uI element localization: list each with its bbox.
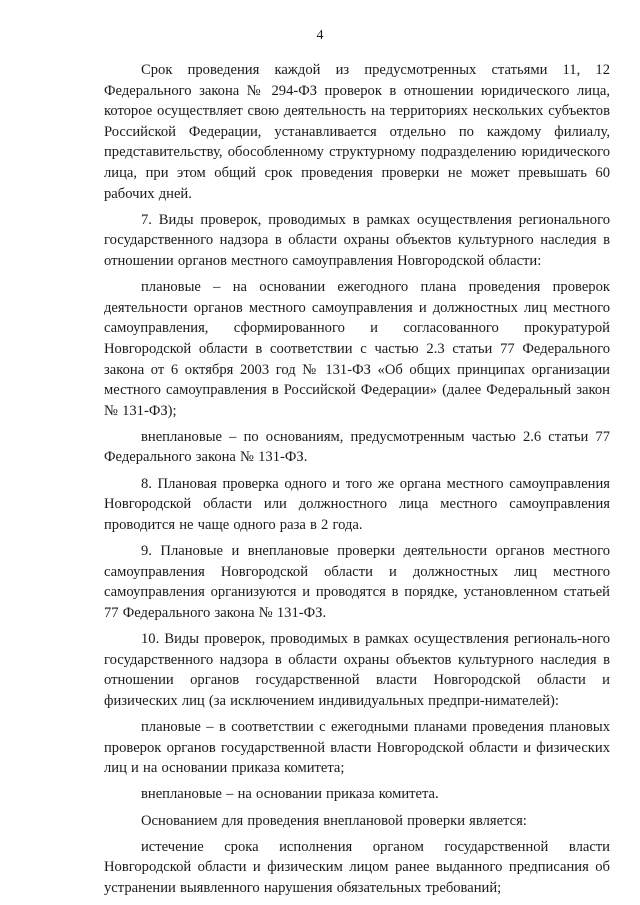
paragraph-7-inspection-types-local: 7. Виды проверок, проводимых в рамках осуществления регионального государственного надзора в области охраны объектов культурного наследия в отношении органов местного самоуправления Новгородской области: bbox=[104, 211, 610, 269]
page-number: 4 bbox=[316, 28, 324, 43]
paragraph-unplanned-basis: Основанием для проведения внеплановой проверки является: bbox=[141, 812, 527, 829]
paragraph-9-procedure: 9. Плановые и внеплановые проверки деятельности органов местного самоуправления Новгородской области и должностных лиц местного самоуправления организуются и проводятся в порядке, установленном статьей 77 Федерального закона № 131-ФЗ. bbox=[104, 543, 610, 621]
paragraph-planned-local: плановые – на основании ежегодного плана проведения проверок деятельности органов местного самоуправления и должностных лиц местного самоуправления, сформированного и согласованного прокуратурой Новгородской области в соответствии с частью 2.3 статьи 77 Федерального закона от 6 октября 2003 год № 131-ФЗ «Об общих принципах организации местного самоуправления в Российской Федерации» (далее Федеральный закон № 131-ФЗ); bbox=[104, 279, 610, 419]
paragraph-10-inspection-types-state: 10. Виды проверок, проводимых в рамках осуществления региональ-ного государственного надзора в области охраны объектов культурного наследия в отношении органов государственной власти Новгородской области и физических лиц (за исключением индивидуальных предпри-нимателей): bbox=[104, 631, 610, 709]
document-body bbox=[104, 60, 610, 904]
paragraph-8-planned-frequency: 8. Плановая проверка одного и того же органа местного самоуправления Новгородской области или должностного лица местного самоуправления проводится не чаще одного раза в 2 года. bbox=[104, 475, 610, 533]
paragraph-expiry-of-order: истечение срока исполнения органом государственной власти Новгородской области и физическим лицом ранее выданного предписания об устранении выявленного нарушения обязательных требований; bbox=[104, 838, 610, 896]
paragraph-planned-state: плановые – в соответствии с ежегодными планами проведения плановых проверок органов государственной власти Новгородской области и физических лиц и на основании приказа комитета; bbox=[104, 718, 610, 777]
paragraph-inspection-duration: Срок проведения каждой из предусмотренных статьями 11, 12 Федерального закона № 294-ФЗ проверок в отношении юридического лица, которое осуществляет свою деятельность на территориях нескольких субъектов Российской Федерации, устанавливается отдельно по каждому филиалу, представительству, обособленному структурному подразделению юридического лица, при этом общий срок проведения проверки не может превышать 60 рабочих дней. bbox=[104, 62, 610, 202]
paragraph-unplanned-local: внеплановые – по основаниям, предусмотренным частью 2.6 статьи 77 Федерального закона № 131-ФЗ. bbox=[104, 428, 610, 466]
paragraph-unplanned-state: внеплановые – на основании приказа комитета. bbox=[141, 786, 439, 803]
